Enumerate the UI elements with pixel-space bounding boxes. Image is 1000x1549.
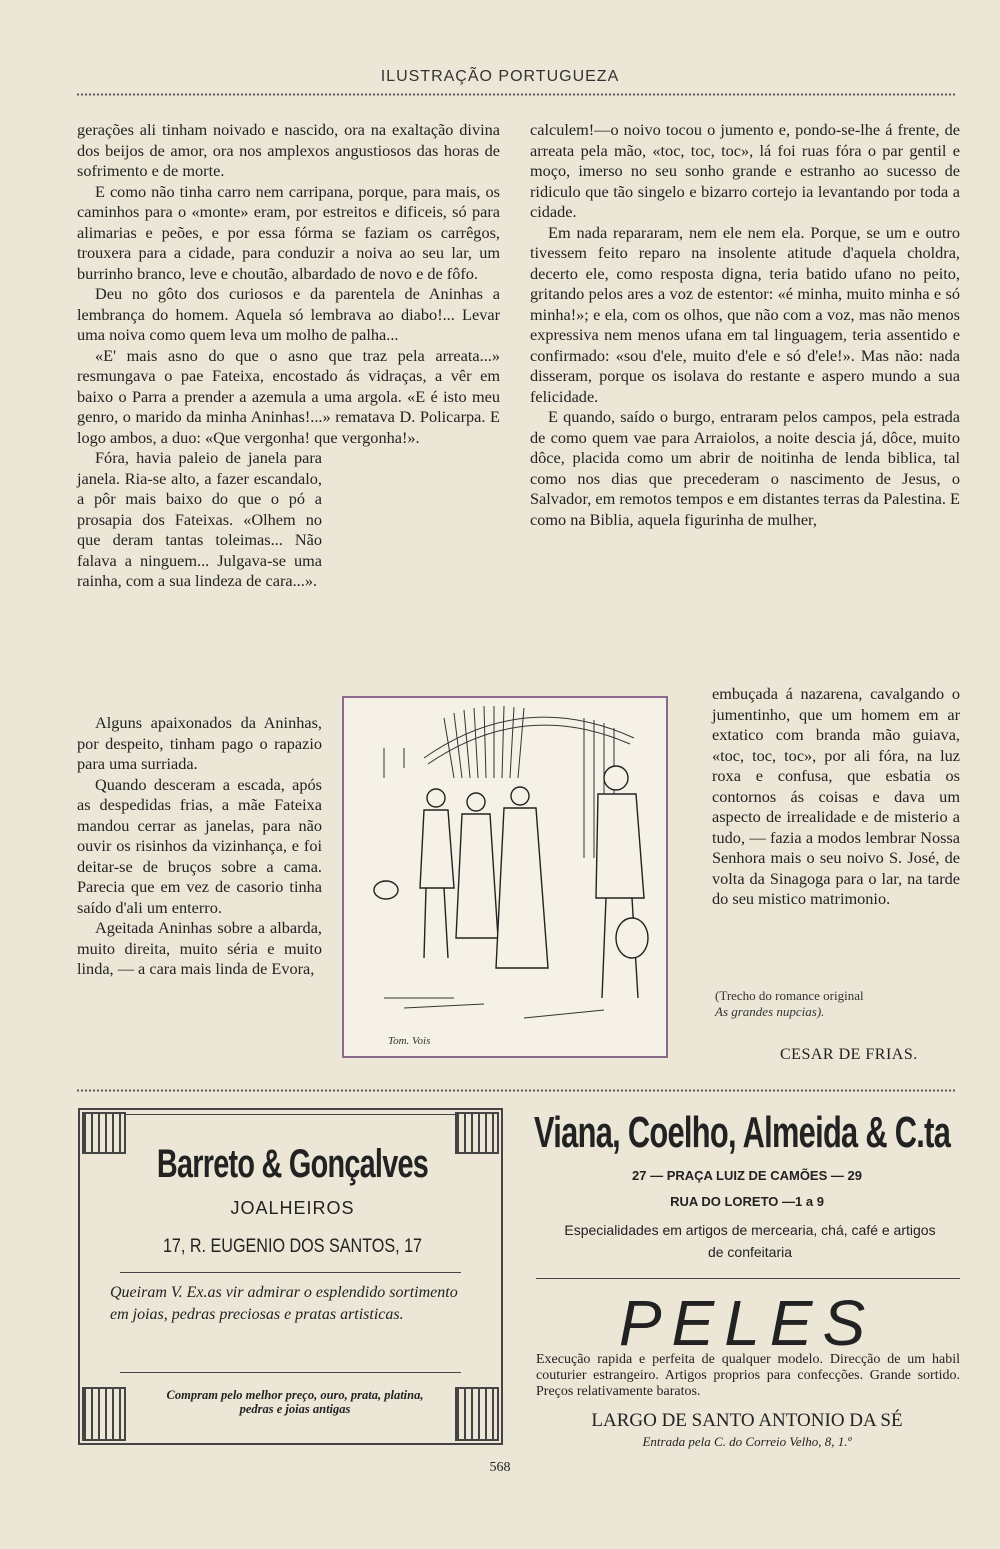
illustration-wedding-procession [342,696,668,1058]
ad-right-specialties: Especialidades em artigos de mercearia, chá, café e artigos de confeitaria [564,1222,936,1260]
ad-left-company-name: Barreto & Gonçalves [156,1142,429,1186]
ad-corner-ornament [455,1112,499,1154]
paragraph: Quando desceram a escada, após as despedidas frias, a mãe Fateixa mandou cerrar as janelas, para não ouvir os risinhos da vizinhança, e foi deitar-se de bruços sobre a cama. Parecia que em vez de casorio tinha saído d'ali um enterro. [77,774,322,917]
paragraph: embuçada á nazarena, cavalgando o jumentinho, que um homem em ar extatico com branda mão guiava, «toc, toc, toc», por ali fóra, na luz roxa e confusa, que esbatia os contornos ás coisas e dava um aspecto de irrealidade e de misterio a tudo, — fazia a modos lembrar Nossa Senhora mais o seu noivo S. José, de volta da Sinagoga para o lar, na tarde do seu mistico matrimonio. [712,684,960,908]
article-right-column [530,120,960,530]
ad-right-address-1: 27 — PRAÇA LUIZ DE CAMÕES — 29 [632,1168,862,1183]
ad-left-address: 17, R. EUGENIO DOS SANTOS, 17 [162,1236,423,1257]
source-note-prefix: (Trecho do romance original [715,988,864,1003]
footer-dotted-rule [76,1088,956,1093]
paragraph: «E' mais asno do que o asno que traz pela arreata...» resmungava o pae Fateixa, encostado ás vidraças, a vêr em baixo o Parra a prender a azemula a uma argola. «E é isto meu genro, o marido da minha Aninhas!...» rematava D. Policarpa. E logo ambos, a duo: «Que vergonha! que vergonha!». [77,345,500,447]
page-header-title: ILUSTRAÇÃO PORTUGUEZA [380,68,620,85]
article-narrow-right [712,684,960,910]
paragraph: E como não tinha carro nem carripana, porque, para mais, os caminhos para o «monte» eram, por estreitos e dificeis, só para alimarias e peões, e por essa fórma se faziam os carrêgos, trouxera para a cidade, para conduzir a noiva ao seu lar, um burrinho branco, leve e choutão, albardado de novo e de fôfo. [77,181,500,283]
paragraph: Fóra, havia paleio de janela para janela. Ria-se alto, a fazer escandalo, a pôr mais baixo do que o pó a prosapia dos Fateixas. «Olhem no que deram tantas toleimas... Não falava a ninguem... Julgava-se uma rainha, com a sua lindeza de cara...». [77,448,322,590]
ad-left-divider [120,1272,461,1273]
paragraph: calculem!—o noivo tocou o jumento e, pondo-se-lhe á frente, de arreata pela mão, «toc, toc, toc», lá foi ruas fóra o par gentil e moço, imerso no seu sonho grande e estranho ao sucesso de ridiculo que tão singelo e bizarro cortejo ia levantando por toda a cidade. [530,120,960,221]
source-note-title: As grandes nupcias). [715,1004,825,1019]
ad-corner-ornament [82,1387,126,1441]
ad-peles-entry: Entrada pela C. do Correio Velho, 8, 1.º [642,1434,852,1449]
paragraph: E quando, saído o burgo, entraram pelos campos, pela estrada de como quem vae para Arraiolos, a noite descia já, dôce, muito dôce, placida como um abrir de noitinha de lenda biblica, tal como nos dias que precederam o nascimento de Jesus, o Salvador, em remotos tempos e em distantes terras da Palestina. E como na Biblia, aquela figurinha de mulher, [530,407,960,529]
ad-left-trade: JOALHEIROS [230,1198,355,1218]
article-narrow-left [77,713,322,980]
ad-corner-ornament [82,1112,126,1154]
paragraph: gerações ali tinham noivado e nascido, ora na exaltação divina dos beijos de amor, ora nos amplexos angustiosos das horas de sofrimento e de morte. [77,120,500,180]
paragraph: Alguns apaixonados da Aninhas, por despeito, tinham pago o rapazio para uma surriada. [77,713,322,773]
ad-left-divider [120,1372,461,1373]
ad-left-invite: Queiram V. Ex.as vir admirar o esplendido sortimento em joias, pedras preciosas e pratas artisticas. [110,1284,458,1323]
ad-peles-address: LARGO DE SANTO ANTONIO DA SÉ [591,1410,903,1431]
header-dotted-rule [76,92,956,97]
source-note [715,988,965,1020]
ad-left-buy: Compram pelo melhor preço, ouro, prata, platina, pedras e joias antigas [166,1388,424,1416]
ad-right-divider [536,1278,960,1279]
paragraph: Deu no gôto dos curiosos e da parentela de Aninhas a lembrança do homem. Aquela só lembrava ao diabo!... Levar uma noiva como quem leva um molho de palha... [77,284,500,344]
ad-right-company-name: Viana, Coelho, Almeida & C.ta [534,1108,951,1157]
illustration-signature: Tom. Vois [388,1035,431,1047]
ad-barreto-goncalves [78,1108,503,1445]
ad-right-address-2: RUA DO LORETO —1 a 9 [670,1194,824,1209]
article-author: CESAR DE FRIAS. [780,1046,918,1063]
paragraph: Em nada repararam, nem ele nem ela. Porque, se um e outro tivessem feito reparo na insolente atitude d'aquela choldra, decerto ele, como resposta digna, teria batido ufano no peito, gritando pelos ares a voz de estentor: «é minha, muito minha e só minha!»; e ela, com os olhos, que não com a voz, mas não menos expressiva nem menos ufana em tal linguagem, teria assentido e confirmado: «sou d'ele, muito d'ele e só d'ele!». Mas não: nada disseram, porque os isolava do restante e aspero mundo a sua felicidade. [530,222,960,406]
illustration-drawing [344,698,666,1056]
ad-top-rule [124,1114,457,1115]
ad-corner-ornament [455,1387,499,1441]
page-number: 568 [489,1460,511,1475]
paragraph: Ageitada Aninhas sobre a albarda, muito direita, muito séria e muito linda, — a cara mais linda de Evora, [77,918,322,978]
ad-peles-description: Execução rapida e perfeita de qualquer modelo. Direcção de um habil couturier estrangeiro. Artigos proprios para confecções. Grande sortido. Preços relativamente baratos. [536,1352,960,1399]
article-left-column [77,120,500,592]
ad-peles-title: PELES [618,1287,876,1359]
